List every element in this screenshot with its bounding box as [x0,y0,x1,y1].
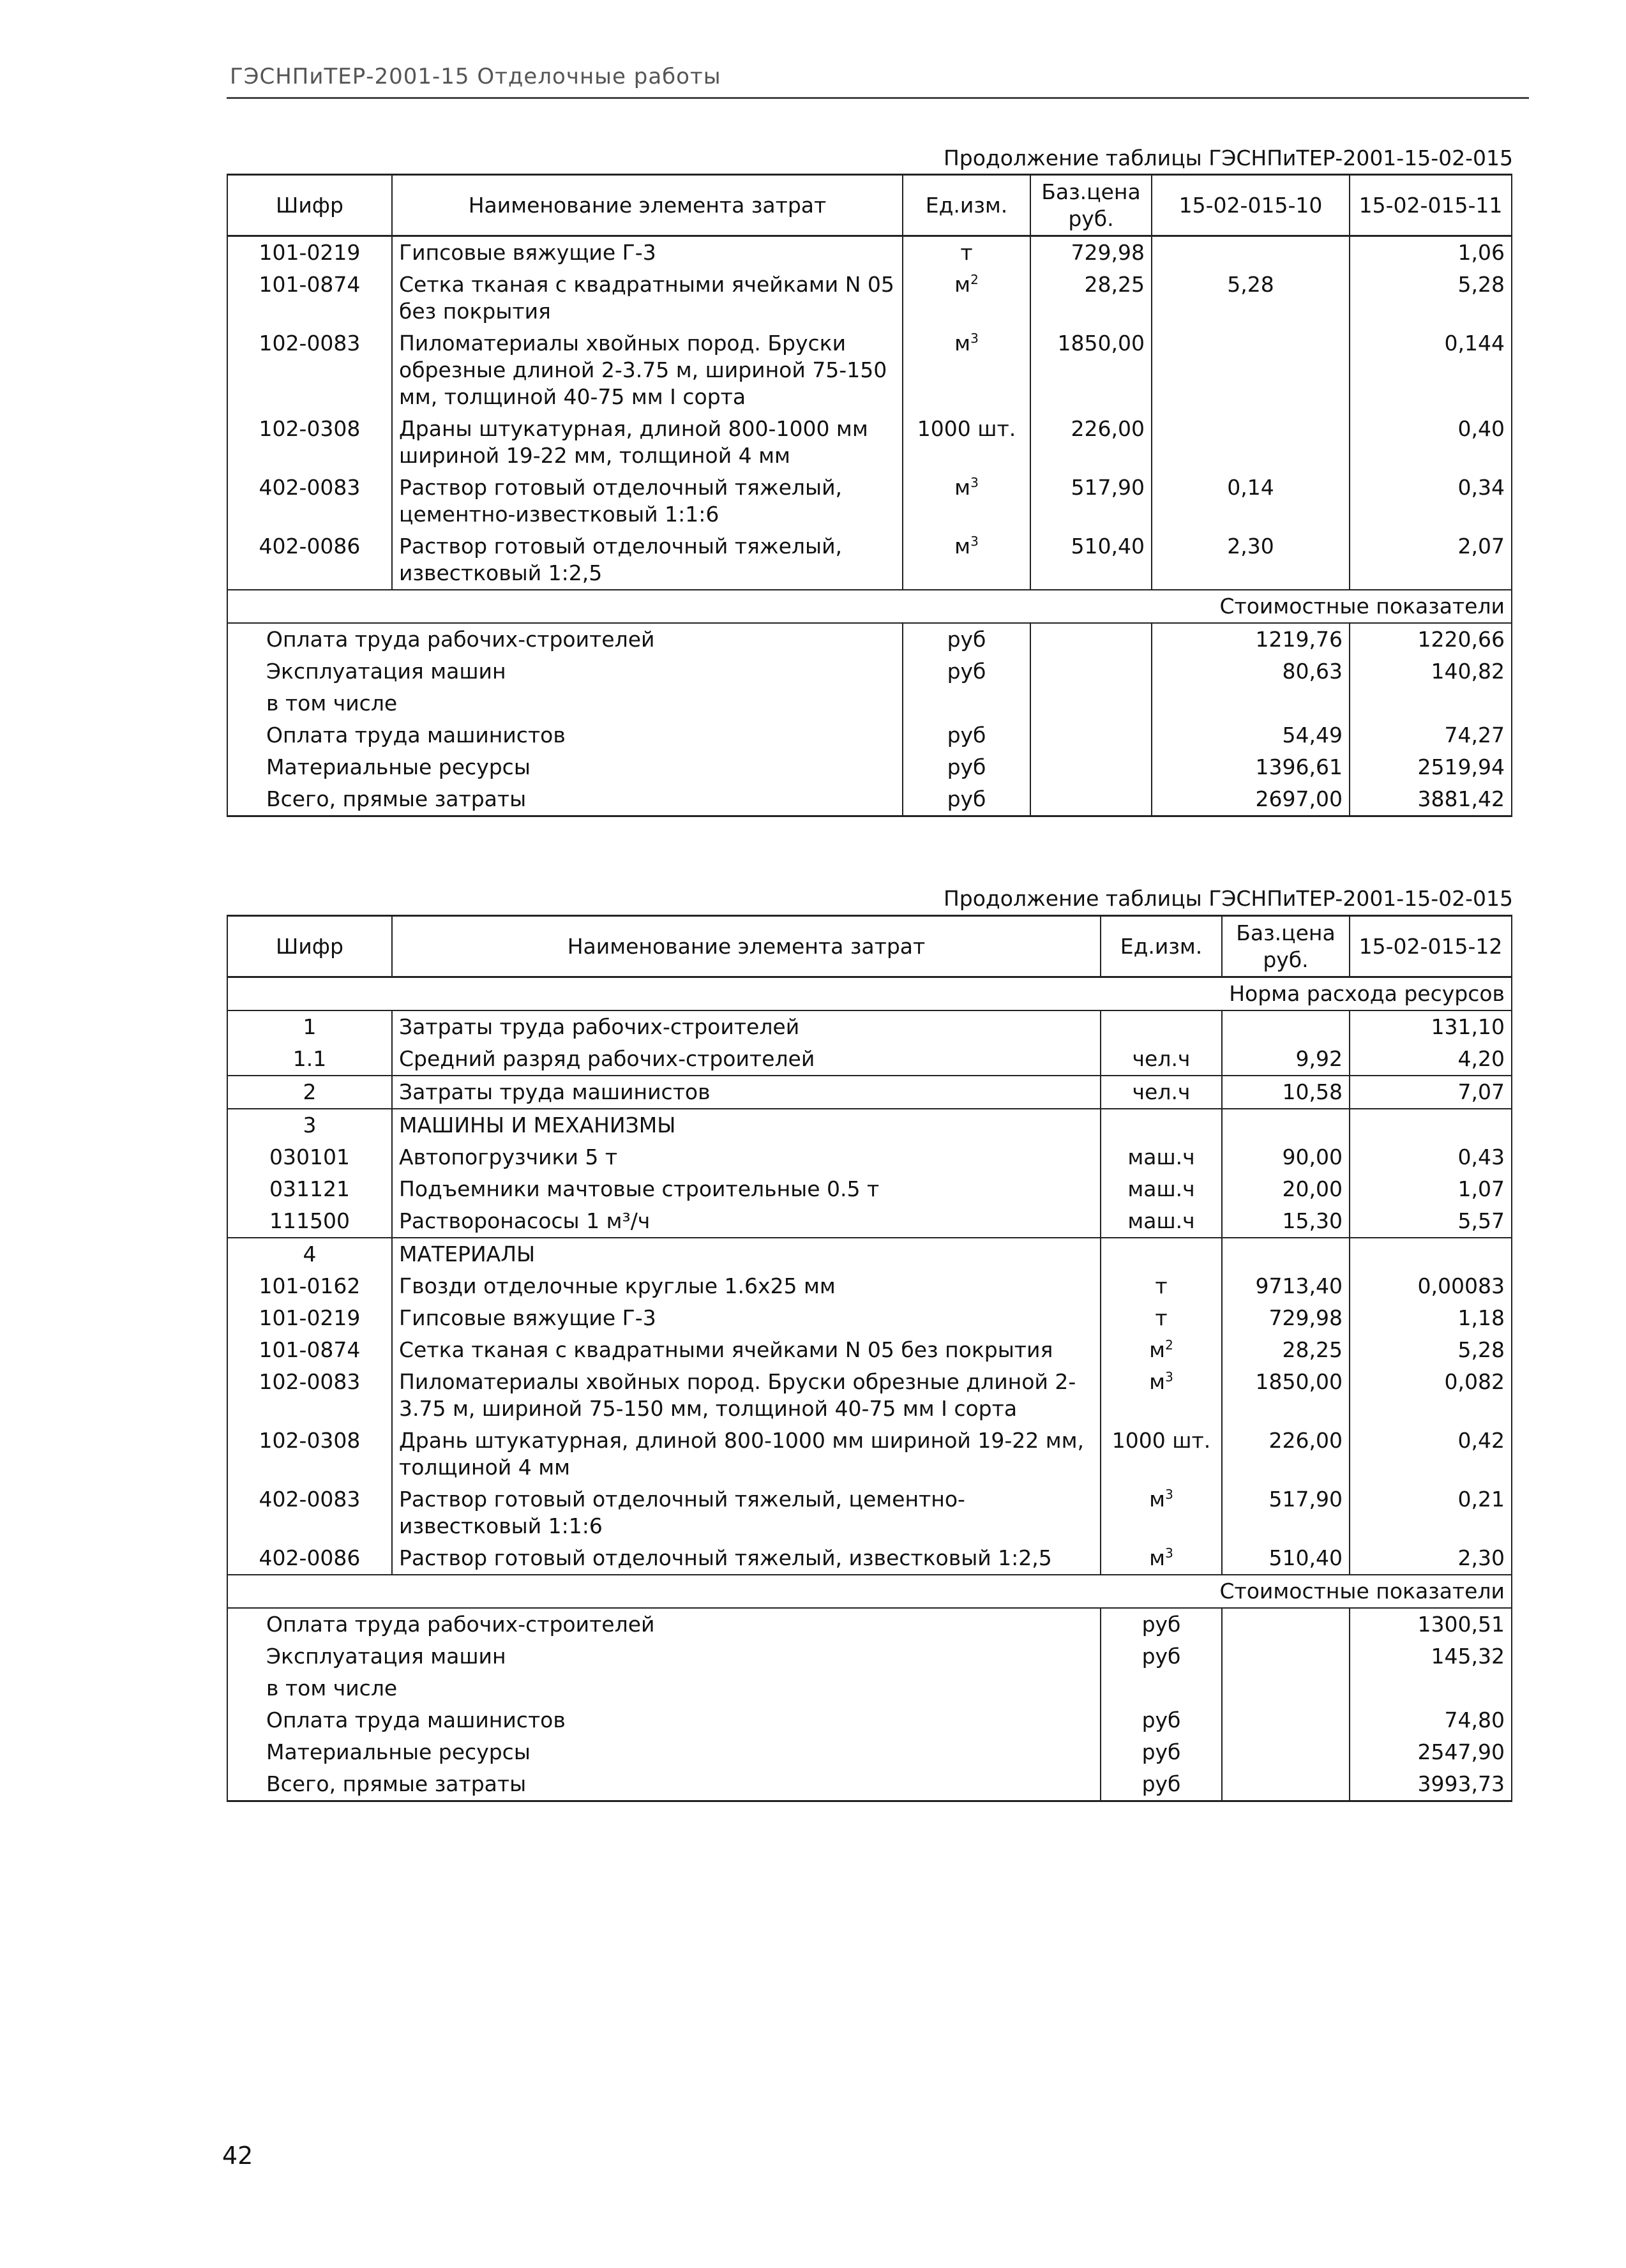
cell-code: 111500 [227,1205,392,1238]
cell-value-12 [1350,1238,1512,1270]
cell-name: Пиломатериалы хвойных пород. Бруски обрезные длиной 2-3.75 м, шириной 75-150 мм, толщиной 40-75 мм I сорта [392,327,903,413]
cell-unit [1101,1109,1222,1141]
cell-name: Пиломатериалы хвойных пород. Бруски обрезные длиной 2-3.75 м, шириной 75-150 мм, толщиной 40-75 мм I сорта [392,1366,1101,1425]
resource-table-2 [227,915,1512,1802]
cell-unit [1101,1425,1222,1483]
cell-name: Раствор готовый отделочный тяжелый, цементно-известковый 1:1:6 [392,1483,1101,1542]
cell-value-10: 5,28 [1152,269,1350,327]
cell-price: 9,92 [1222,1043,1350,1076]
unit-exponent: 3 [1165,1545,1173,1561]
header-rule [227,97,1529,99]
summary-label: Материальные ресурсы [227,1736,1101,1768]
cell-unit [903,413,1030,472]
unit-text: м [1149,1337,1166,1362]
cell-unit [1101,1483,1222,1542]
summary-value-10: 80,63 [1152,656,1350,687]
cell-code: 102-0308 [227,1425,392,1483]
unit-text: чел.ч [1132,1079,1191,1104]
cost-indicators-label: Стоимостные показатели [227,590,1512,623]
cell-value-12: 5,28 [1350,1334,1512,1366]
section-row [227,1109,1512,1141]
cell-unit [1101,1010,1222,1043]
cell-price: 10,58 [1222,1076,1350,1109]
summary-unit: руб [903,656,1030,687]
summary-row [227,687,1512,719]
summary-row [227,1672,1512,1704]
cell-code: 030101 [227,1141,392,1173]
cell-price: 226,00 [1222,1425,1350,1483]
header-price: Баз.цена руб. [1030,175,1152,236]
summary-row [227,1768,1512,1801]
summary-label: в том числе [227,1672,1101,1704]
summary-price-empty [1030,719,1152,751]
unit-text: маш.ч [1127,1208,1195,1233]
unit-text: м [954,534,971,559]
cell-code: 031121 [227,1173,392,1205]
table-row [227,1076,1512,1109]
summary-value-11: 1220,66 [1350,623,1512,656]
table-row [227,1425,1512,1483]
cell-value-10 [1152,236,1350,269]
unit-text: 1000 шт. [1111,1428,1211,1453]
cell-code: 402-0083 [227,472,392,530]
cost-indicators-band [227,1575,1512,1608]
table-row [227,236,1512,269]
cell-name: Драны штукатурная, длиной 800-1000 мм шириной 19-22 мм, толщиной 4 мм [392,413,903,472]
cell-price: 517,90 [1030,472,1152,530]
cell-name: Гвозди отделочные круглые 1.6x25 мм [392,1270,1101,1302]
summary-unit: руб [903,783,1030,816]
table-row [227,1010,1512,1043]
section-row [227,1238,1512,1270]
summary-price-empty [1222,1768,1350,1801]
header-name: Наименование элемента затрат [392,916,1101,977]
cell-unit [1101,1302,1222,1334]
cell-name: Растворонасосы 1 м³/ч [392,1205,1101,1238]
unit-text: т [960,240,973,265]
summary-value-11: 3881,42 [1350,783,1512,816]
summary-value-10 [1152,687,1350,719]
cell-value-12: 2,30 [1350,1542,1512,1575]
cell-price: 1850,00 [1030,327,1152,413]
cell-value-11: 0,34 [1350,472,1512,530]
summary-row [227,1608,1512,1641]
cell-unit [903,530,1030,590]
cell-unit [903,269,1030,327]
unit-exponent: 2 [970,272,979,287]
summary-row [227,1736,1512,1768]
cell-value-12: 0,21 [1350,1483,1512,1542]
norm-band-label: Норма расхода ресурсов [227,977,1512,1011]
summary-value-11: 74,27 [1350,719,1512,751]
cell-code: 402-0083 [227,1483,392,1542]
summary-value-12: 145,32 [1350,1641,1512,1672]
cell-price [1222,1238,1350,1270]
cell-value-12: 7,07 [1350,1076,1512,1109]
cell-code: 4 [227,1238,392,1270]
unit-text: м [954,475,971,500]
table-row [227,1270,1512,1302]
cell-value-12: 1,18 [1350,1302,1512,1334]
cell-code: 102-0308 [227,413,392,472]
cell-unit [1101,1238,1222,1270]
cell-code: 1.1 [227,1043,392,1076]
norm-band [227,977,1512,1011]
summary-unit: руб [1101,1768,1222,1801]
cell-value-12: 0,082 [1350,1366,1512,1425]
cell-value-10 [1152,413,1350,472]
cell-name: Затраты труда машинистов [392,1076,1101,1109]
summary-price-empty [1222,1704,1350,1736]
cell-code: 102-0083 [227,1366,392,1425]
summary-label: Оплата труда рабочих-строителей [227,1608,1101,1641]
table-row [227,1173,1512,1205]
header-code: Шифр [227,175,392,236]
summary-unit: руб [903,719,1030,751]
summary-price-empty [1030,623,1152,656]
summary-label: в том числе [227,687,903,719]
cell-value-12 [1350,1109,1512,1141]
summary-label: Эксплуатация машин [227,656,903,687]
table-row [227,269,1512,327]
header-col2: 15-02-015-11 [1350,175,1512,236]
cell-name: Дрань штукатурная, длиной 800-1000 мм шириной 19-22 мм, толщиной 4 мм [392,1425,1101,1483]
cell-value-12: 131,10 [1350,1010,1512,1043]
resource-table-1 [227,174,1512,817]
unit-exponent: 3 [970,475,979,490]
unit-text: м [954,272,971,297]
cell-price: 729,98 [1030,236,1152,269]
cell-name: Раствор готовый отделочный тяжелый, известковый 1:2,5 [392,1542,1101,1575]
summary-value-12: 3993,73 [1350,1768,1512,1801]
table-row [227,1302,1512,1334]
table-row [227,413,1512,472]
summary-unit [1101,1672,1222,1704]
cell-unit [1101,1076,1222,1109]
cell-value-12: 4,20 [1350,1043,1512,1076]
summary-unit [903,687,1030,719]
unit-text: м [1149,1369,1166,1394]
cell-price: 729,98 [1222,1302,1350,1334]
summary-unit: руб [1101,1704,1222,1736]
summary-unit: руб [1101,1641,1222,1672]
cell-code: 1 [227,1010,392,1043]
summary-unit: руб [1101,1736,1222,1768]
summary-row [227,1704,1512,1736]
summary-value-12: 74,80 [1350,1704,1512,1736]
table1-caption: Продолжение таблицы ГЭСНПиТЕР-2001-15-02-015 [943,146,1513,170]
summary-value-10: 2697,00 [1152,783,1350,816]
unit-text: т [1155,1305,1168,1330]
cell-unit [1101,1173,1222,1205]
unit-text: чел.ч [1132,1046,1191,1071]
cell-code: 402-0086 [227,1542,392,1575]
summary-row [227,1641,1512,1672]
unit-exponent: 2 [1165,1337,1173,1353]
cell-value-12: 1,07 [1350,1173,1512,1205]
table-row [227,1334,1512,1366]
summary-price-empty [1030,783,1152,816]
unit-text: т [1155,1273,1168,1298]
cell-price: 517,90 [1222,1483,1350,1542]
table2-caption: Продолжение таблицы ГЭСНПиТЕР-2001-15-02-015 [943,886,1513,911]
summary-unit: руб [903,623,1030,656]
cell-price: 510,40 [1030,530,1152,590]
table-row [227,1366,1512,1425]
cell-value-10: 0,14 [1152,472,1350,530]
table-row [227,1205,1512,1238]
cell-price: 1850,00 [1222,1366,1350,1425]
summary-price-empty [1222,1608,1350,1641]
summary-value-12 [1350,1672,1512,1704]
unit-text: маш.ч [1127,1176,1195,1201]
summary-row [227,783,1512,816]
summary-label: Эксплуатация машин [227,1641,1101,1672]
summary-price-empty [1030,751,1152,783]
cell-code: 101-0219 [227,1302,392,1334]
unit-text: м [954,331,971,356]
cell-unit [1101,1043,1222,1076]
cell-name: Раствор готовый отделочный тяжелый, цементно-известковый 1:1:6 [392,472,903,530]
cell-unit [1101,1270,1222,1302]
cell-price [1222,1109,1350,1141]
summary-label: Всего, прямые затраты [227,1768,1101,1801]
cell-name: МАШИНЫ И МЕХАНИЗМЫ [392,1109,1101,1141]
cell-price: 28,25 [1030,269,1152,327]
cell-price: 9713,40 [1222,1270,1350,1302]
cell-price: 20,00 [1222,1173,1350,1205]
cell-name: Сетка тканая с квадратными ячейками N 05 без покрытия [392,269,903,327]
cell-code: 101-0219 [227,236,392,269]
cell-price: 90,00 [1222,1141,1350,1173]
summary-value-12: 2547,90 [1350,1736,1512,1768]
cell-name: Сетка тканая с квадратными ячейками N 05 без покрытия [392,1334,1101,1366]
cell-value-10: 2,30 [1152,530,1350,590]
summary-label: Всего, прямые затраты [227,783,903,816]
header-code: Шифр [227,916,392,977]
cell-price [1222,1010,1350,1043]
summary-unit: руб [903,751,1030,783]
unit-exponent: 3 [1165,1487,1173,1502]
summary-value-11: 140,82 [1350,656,1512,687]
summary-row [227,751,1512,783]
cell-name: МАТЕРИАЛЫ [392,1238,1101,1270]
cell-unit [903,327,1030,413]
header-col1: 15-02-015-12 [1350,916,1512,977]
header-price: Баз.цена руб. [1222,916,1350,977]
cell-value-12: 0,00083 [1350,1270,1512,1302]
unit-text: 1000 шт. [917,416,1016,441]
table-row [227,1483,1512,1542]
summary-label: Оплата труда машинистов [227,1704,1101,1736]
summary-value-10: 54,49 [1152,719,1350,751]
cell-code: 402-0086 [227,530,392,590]
header-unit: Ед.изм. [903,175,1030,236]
cell-code: 101-0874 [227,269,392,327]
cost-indicators-band [227,590,1512,623]
summary-unit: руб [1101,1608,1222,1641]
cell-name: Гипсовые вяжущие Г-3 [392,1302,1101,1334]
summary-value-10: 1219,76 [1152,623,1350,656]
cell-unit [1101,1334,1222,1366]
cell-value-11: 0,40 [1350,413,1512,472]
summary-label: Оплата труда рабочих-строителей [227,623,903,656]
cost-indicators-label: Стоимостные показатели [227,1575,1512,1608]
running-header: ГЭСНПиТЕР-2001-15 Отделочные работы [230,64,721,89]
cell-value-12: 0,42 [1350,1425,1512,1483]
cell-name: Средний разряд рабочих-строителей [392,1043,1101,1076]
summary-row [227,719,1512,751]
summary-row [227,623,1512,656]
cell-price: 28,25 [1222,1334,1350,1366]
summary-value-11 [1350,687,1512,719]
summary-row [227,656,1512,687]
cell-price: 226,00 [1030,413,1152,472]
cell-code: 101-0874 [227,1334,392,1366]
unit-exponent: 3 [970,331,979,346]
summary-value-10: 1396,61 [1152,751,1350,783]
cell-code: 2 [227,1076,392,1109]
unit-exponent: 3 [1165,1369,1173,1385]
table-row [227,1043,1512,1076]
table-row [227,530,1512,590]
cell-code: 101-0162 [227,1270,392,1302]
cell-name: Автопогрузчики 5 т [392,1141,1101,1173]
summary-label: Оплата труда машинистов [227,719,903,751]
unit-exponent: 3 [970,534,979,549]
cell-unit [1101,1542,1222,1575]
page-number: 42 [222,2142,253,2170]
cell-name: Раствор готовый отделочный тяжелый, известковый 1:2,5 [392,530,903,590]
cell-unit [1101,1366,1222,1425]
cell-unit [1101,1141,1222,1173]
unit-text: м [1149,1545,1166,1570]
cell-code: 102-0083 [227,327,392,413]
cell-value-11: 5,28 [1350,269,1512,327]
table-row [227,1542,1512,1575]
summary-price-empty [1030,687,1152,719]
cell-name: Гипсовые вяжущие Г-3 [392,236,903,269]
cell-price: 510,40 [1222,1542,1350,1575]
cell-value-11: 2,07 [1350,530,1512,590]
cell-name: Подъемники мачтовые строительные 0.5 т [392,1173,1101,1205]
header-unit: Ед.изм. [1101,916,1222,977]
cell-value-12: 0,43 [1350,1141,1512,1173]
summary-price-empty [1030,656,1152,687]
cell-unit [903,236,1030,269]
summary-value-12: 1300,51 [1350,1608,1512,1641]
summary-value-11: 2519,94 [1350,751,1512,783]
cell-value-11: 0,144 [1350,327,1512,413]
unit-text: м [1149,1487,1166,1512]
cell-price: 15,30 [1222,1205,1350,1238]
cell-name: Затраты труда рабочих-строителей [392,1010,1101,1043]
cell-value-10 [1152,327,1350,413]
header-name: Наименование элемента затрат [392,175,903,236]
header-col1: 15-02-015-10 [1152,175,1350,236]
table-row [227,327,1512,413]
cell-value-12: 5,57 [1350,1205,1512,1238]
summary-price-empty [1222,1672,1350,1704]
summary-label: Материальные ресурсы [227,751,903,783]
cell-unit [903,472,1030,530]
cell-unit [1101,1205,1222,1238]
unit-text: маш.ч [1127,1145,1195,1169]
table-row [227,472,1512,530]
table-row [227,1141,1512,1173]
cell-code: 3 [227,1109,392,1141]
cell-value-11: 1,06 [1350,236,1512,269]
summary-price-empty [1222,1641,1350,1672]
summary-price-empty [1222,1736,1350,1768]
